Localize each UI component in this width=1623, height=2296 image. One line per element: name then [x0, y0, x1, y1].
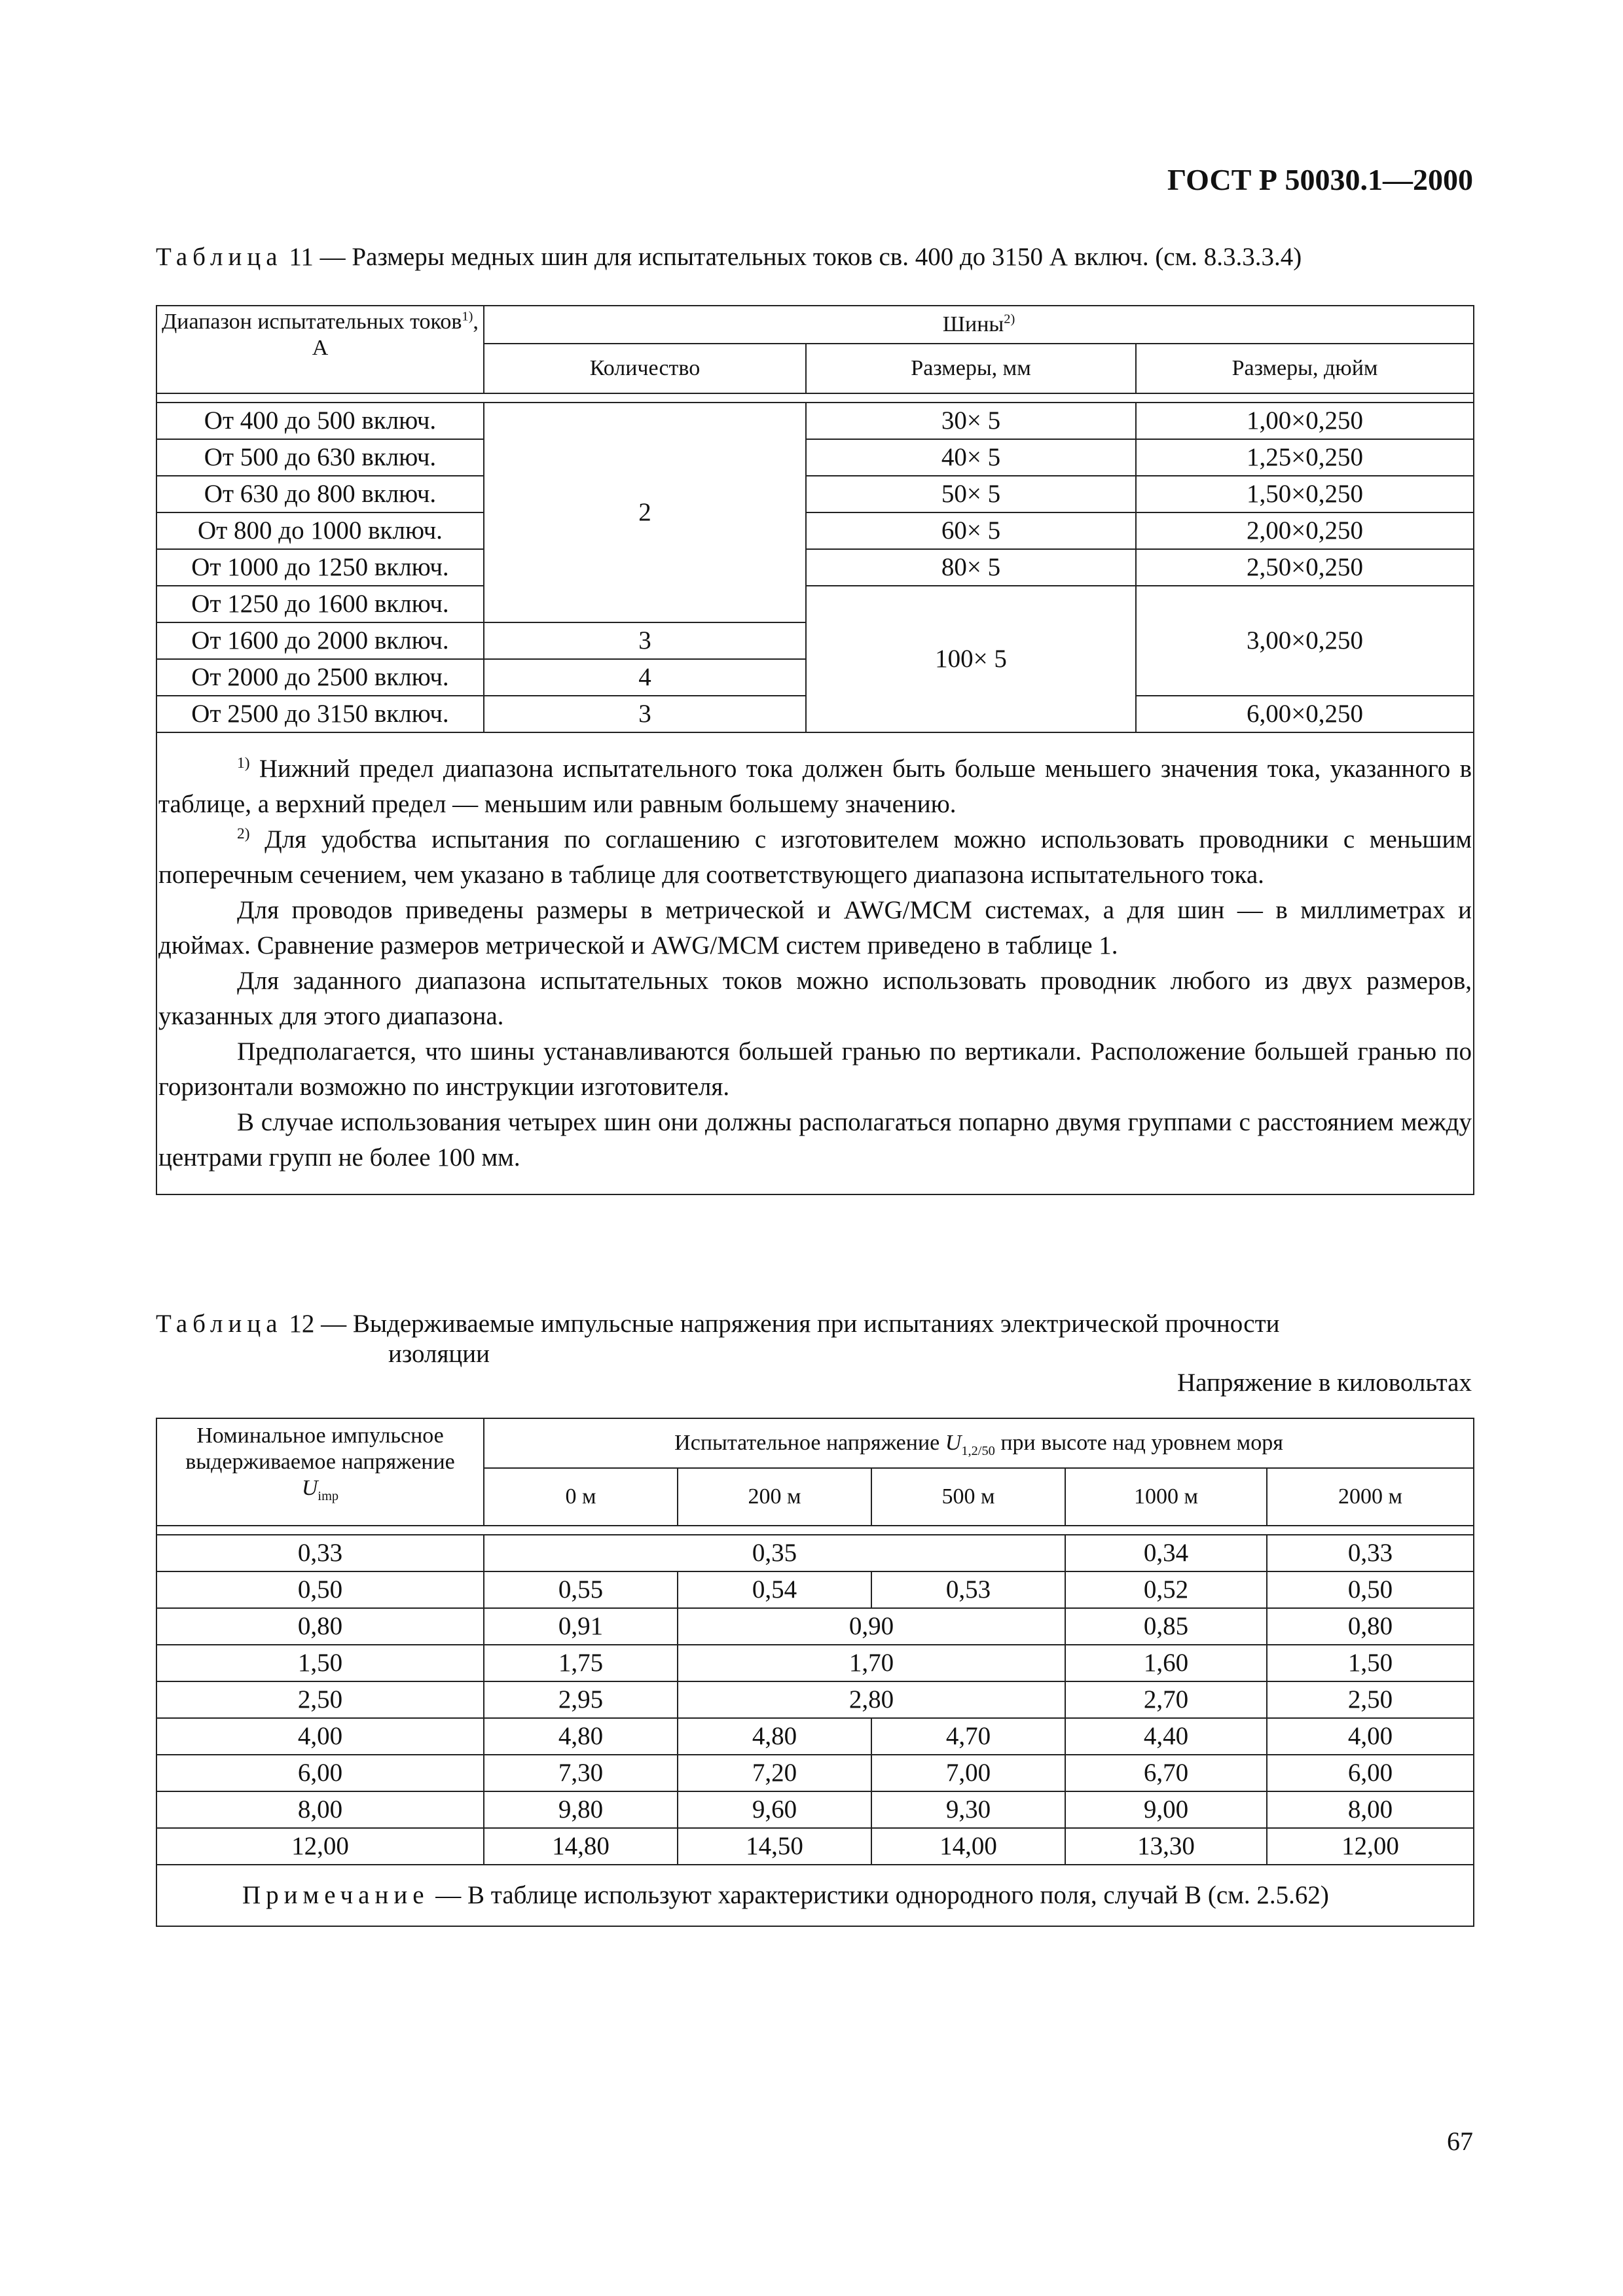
table-cell: 14,80 [484, 1828, 678, 1865]
table12-label: Таблица [156, 1310, 283, 1338]
table11-header-mm: Размеры, мм [806, 344, 1136, 393]
table-cell: От 1250 до 1600 включ. [156, 586, 484, 622]
table-cell: 2,00×0,250 [1136, 512, 1474, 549]
table-cell: 0,80 [156, 1608, 484, 1645]
table12-title: — Выдерживаемые импульсные напряжения при испытаниях электрической прочности [314, 1310, 1280, 1338]
table12-header-altitude: 1000 м [1065, 1468, 1267, 1526]
table12-note-label: Примечание [242, 1881, 429, 1909]
table-cell: От 1600 до 2000 включ. [156, 622, 484, 659]
table12-note-text: — В таблице используют характеристики однородного поля, случай В (см. 2.5.62) [429, 1881, 1329, 1909]
page-number: 67 [1447, 2126, 1473, 2156]
table-cell: От 800 до 1000 включ. [156, 512, 484, 549]
table-cell: 2,50 [156, 1681, 484, 1718]
table11 [156, 305, 1474, 1195]
table-cell: 2 [484, 403, 806, 622]
table-cell: 1,75 [484, 1645, 678, 1681]
table-cell: 0,53 [871, 1571, 1065, 1608]
table-cell: 2,80 [678, 1681, 1065, 1718]
table-cell: 9,00 [1065, 1791, 1267, 1828]
table-cell: 0,50 [1267, 1571, 1474, 1608]
table-cell: 7,20 [678, 1755, 871, 1791]
table11-para: Для проводов приведены размеры в метрической и AWG/MCM системах, а для шин — в миллиметрах и дюймах. Сравнение размеров метрической и AWG/MCM систем приведено в таблице 1. [158, 896, 1472, 960]
table12-header-test: Испытательное напряжение $U_{1,2/50}$ при высоте над уровнем моря [484, 1418, 1474, 1468]
table-cell: 1,70 [678, 1645, 1065, 1681]
table-cell: 80× 5 [806, 549, 1136, 586]
table-cell: 9,80 [484, 1791, 678, 1828]
table-cell: 4,70 [871, 1718, 1065, 1755]
table-cell: 4,40 [1065, 1718, 1267, 1755]
table11-notes [156, 732, 1474, 1194]
table-cell: 12,00 [156, 1828, 484, 1865]
table12-caption [156, 1309, 1472, 1369]
table11-title: — Размеры медных шин для испытательных токов св. 400 до 3150 А включ. (см. 8.3.3.3.4) [313, 243, 1302, 271]
table-cell: 2,70 [1065, 1681, 1267, 1718]
table-cell: 4,80 [484, 1718, 678, 1755]
table-cell: 0,80 [1267, 1608, 1474, 1645]
table-cell: От 1000 до 1250 включ. [156, 549, 484, 586]
table11-label: Таблица [156, 243, 283, 271]
table-cell: 1,60 [1065, 1645, 1267, 1681]
table11-para: Для заданного диапазона испытательных токов можно использовать проводник любого из двух размеров, указанных для этого диапазона. [158, 967, 1472, 1030]
table-cell: 100× 5 [806, 586, 1136, 732]
document-header: ГОСТ Р 50030.1—2000 [1167, 163, 1473, 196]
table-cell: 9,60 [678, 1791, 871, 1828]
table12-separator [156, 1526, 1474, 1535]
table-cell: 1,50 [156, 1645, 484, 1681]
table12-header-altitude: 200 м [678, 1468, 871, 1526]
table12-units: Напряжение в киловольтах [1177, 1369, 1472, 1397]
table-cell: 6,00×0,250 [1136, 696, 1474, 732]
table-cell: 0,91 [484, 1608, 678, 1645]
table11-number: 11 [289, 243, 314, 271]
table-cell: 40× 5 [806, 439, 1136, 476]
table-cell: 3 [484, 622, 806, 659]
table11-note1: $^{1)}$ Нижний предел диапазона испытательного тока должен быть больше меньшего значения тока, указанного в таблице, а верхний предел — меньшим или равным большему значению. [158, 755, 1472, 818]
table-cell: 6,00 [156, 1755, 484, 1791]
table-cell: 0,55 [484, 1571, 678, 1608]
table-cell: 0,34 [1065, 1535, 1267, 1571]
table-cell: От 400 до 500 включ. [156, 403, 484, 439]
table-cell: 0,85 [1065, 1608, 1267, 1645]
table-cell: 0,35 [484, 1535, 1065, 1571]
table12-number: 12 [289, 1310, 315, 1338]
table-cell: 4,00 [1267, 1718, 1474, 1755]
table-cell: 0,33 [156, 1535, 484, 1571]
table-cell: 13,30 [1065, 1828, 1267, 1865]
table-cell: 1,25×0,250 [1136, 439, 1474, 476]
table-cell: 3 [484, 696, 806, 732]
table11-caption [156, 242, 1472, 272]
table-cell: 0,52 [1065, 1571, 1267, 1608]
table-cell: 9,30 [871, 1791, 1065, 1828]
table-cell: 14,00 [871, 1828, 1065, 1865]
table12-header-altitude: 0 м [484, 1468, 678, 1526]
table11-separator [156, 393, 1474, 403]
table-cell: 1,50×0,250 [1136, 476, 1474, 512]
table-cell: 4,00 [156, 1718, 484, 1755]
table-cell: 6,70 [1065, 1755, 1267, 1791]
table-cell: 0,90 [678, 1608, 1065, 1645]
table-cell: 1,50 [1267, 1645, 1474, 1681]
table11-para: Предполагается, что шины устанавливаются большей гранью по вертикали. Расположение большей гранью по горизонтали возможно по инструкции изготовителя. [158, 1037, 1472, 1101]
table-cell: 0,50 [156, 1571, 484, 1608]
table11-header-inch: Размеры, дюйм [1136, 344, 1474, 393]
table-cell: 3,00×0,250 [1136, 586, 1474, 696]
table12-header-altitude: 500 м [871, 1468, 1065, 1526]
table-cell: От 630 до 800 включ. [156, 476, 484, 512]
table-cell: 8,00 [1267, 1791, 1474, 1828]
table-cell: От 500 до 630 включ. [156, 439, 484, 476]
table-cell: 7,00 [871, 1755, 1065, 1791]
table12 [156, 1418, 1474, 1927]
table-cell: 4,80 [678, 1718, 871, 1755]
table12-note [156, 1865, 1474, 1926]
table-cell: 14,50 [678, 1828, 871, 1865]
table-cell: 0,54 [678, 1571, 871, 1608]
table-cell: 6,00 [1267, 1755, 1474, 1791]
table-cell: 2,50 [1267, 1681, 1474, 1718]
table-cell: 7,30 [484, 1755, 678, 1791]
table-cell: 12,00 [1267, 1828, 1474, 1865]
table-cell: 50× 5 [806, 476, 1136, 512]
table-cell: От 2500 до 3150 включ. [156, 696, 484, 732]
table-cell: 0,33 [1267, 1535, 1474, 1571]
table-cell: 1,00×0,250 [1136, 403, 1474, 439]
table11-note2: $^{2)}$ Для удобства испытания по соглашению с изготовителем можно использовать проводники с меньшим поперечным сечением, чем указано в таблице для соответствующего диапазона испытательного тока. [158, 825, 1472, 889]
table-cell: 2,95 [484, 1681, 678, 1718]
table12-header-altitude: 2000 м [1267, 1468, 1474, 1526]
table11-para: В случае использования четырех шин они должны располагаться попарно двумя группами с расстоянием между центрами групп не более 100 мм. [158, 1108, 1472, 1172]
table-cell: 4 [484, 659, 806, 696]
table11-header-range: Диапазон испытательных токов$^{1)}$, А [156, 306, 484, 393]
table11-header-qty: Количество [484, 344, 806, 393]
table-cell: 30× 5 [806, 403, 1136, 439]
table-cell: 60× 5 [806, 512, 1136, 549]
table-cell: От 2000 до 2500 включ. [156, 659, 484, 696]
table-cell: 2,50×0,250 [1136, 549, 1474, 586]
table11-header-bars: Шины$^{2)}$ [484, 306, 1474, 344]
table12-title-cont: изоляции [388, 1340, 490, 1368]
table-cell: 8,00 [156, 1791, 484, 1828]
table12-header-nominal: Номинальное импульсное выдерживаемое напряжение $U_{imp}$ [156, 1418, 484, 1526]
